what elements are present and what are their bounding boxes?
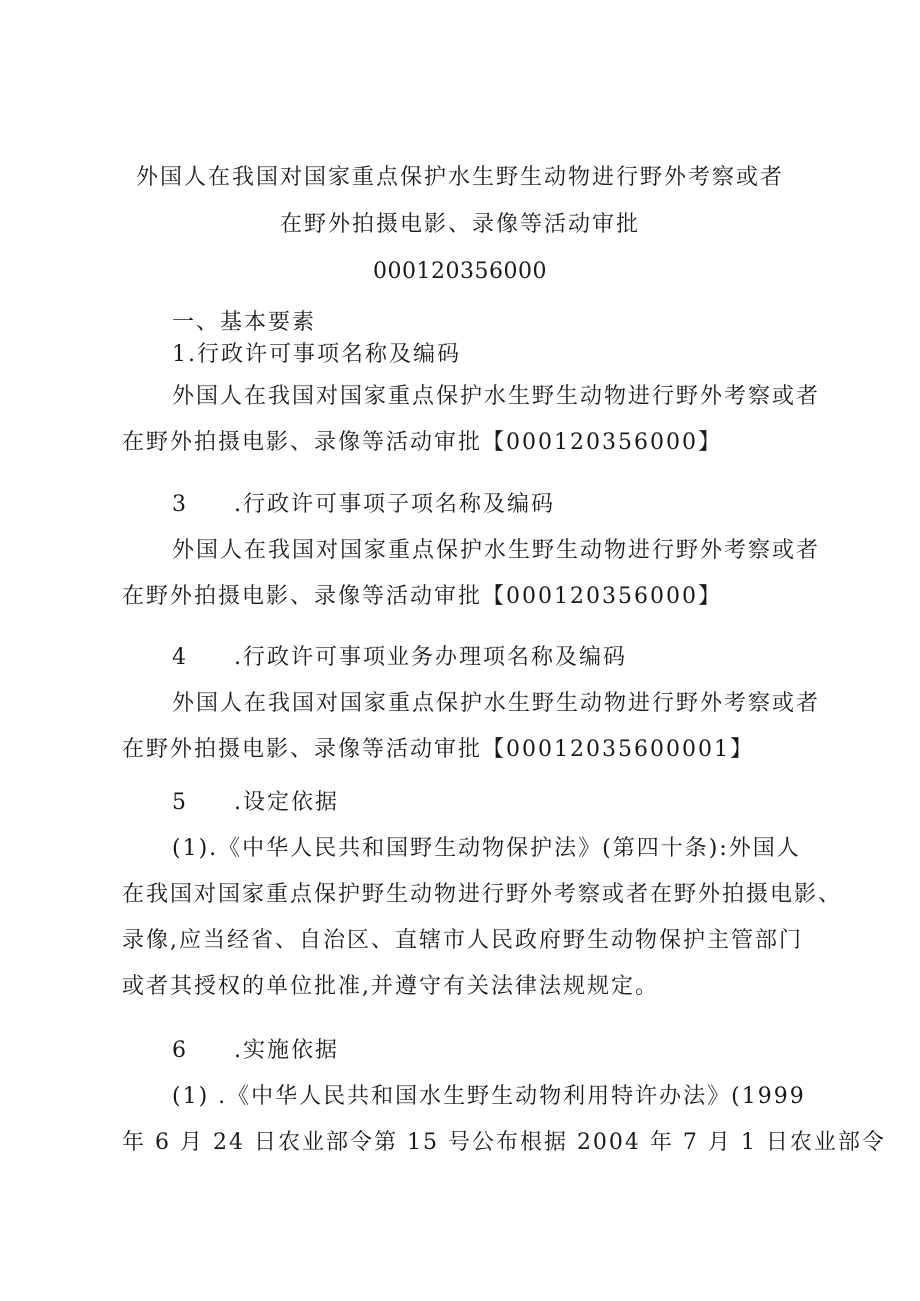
- item5-heading: [172, 788, 339, 818]
- item4-text-line-2: 在野外拍摄电影、录像等活动审批【00012035600001】: [122, 737, 754, 762]
- title-line-2: 在野外拍摄电影、录像等活动审批: [279, 212, 640, 237]
- title-line-1: 外国人在我国对国家重点保护水生野生动物进行野外考察或者: [135, 165, 784, 190]
- item6-paragraph-line-1: (1) .《中华人民共和国水生野生动物利用特许办法》(1999: [172, 1084, 806, 1109]
- item4-heading: [172, 643, 627, 673]
- title-code: 000120356000: [373, 259, 547, 284]
- item3-heading: [172, 490, 555, 520]
- item6-paragraph-line-2: 年 6 月 24 日农业部令第 15 号公布根据 2004 年 7 月 1 日农业部令: [122, 1130, 886, 1155]
- item5-number: 5: [172, 790, 188, 815]
- item3-text-line-2: 在野外拍摄电影、录像等活动审批【000120356000】: [122, 584, 722, 609]
- item6-number: 6: [172, 1038, 188, 1063]
- item6-label: .实施依据: [234, 1038, 339, 1063]
- item3-number: 3: [172, 492, 188, 517]
- item6-heading: [172, 1036, 339, 1066]
- item4-text-line-1: 外国人在我国对国家重点保护水生野生动物进行野外考察或者: [172, 691, 821, 716]
- item5-paragraph-line-4: 或者其授权的单位批准,并遵守有关法律法规规定。: [122, 974, 659, 999]
- item3-label: .行政许可事项子项名称及编码: [234, 492, 555, 517]
- item5-label: .设定依据: [234, 790, 339, 815]
- item1-label: 1.行政许可事项名称及编码: [172, 342, 461, 367]
- item5-paragraph-line-1: (1).《中华人民共和国野生动物保护法》(第四十条):外国人: [172, 836, 801, 861]
- item5-paragraph-line-3: 录像,应当经省、自治区、直辖市人民政府野生动物保护主管部门: [122, 928, 803, 953]
- item4-number: 4: [172, 645, 188, 670]
- item1-text-line-2: 在野外拍摄电影、录像等活动审批【000120356000】: [122, 430, 722, 455]
- item1-text-line-1: 外国人在我国对国家重点保护水生野生动物进行野外考察或者: [172, 384, 821, 409]
- item3-text-line-1: 外国人在我国对国家重点保护水生野生动物进行野外考察或者: [172, 538, 821, 563]
- section-heading: 一、基本要素: [172, 310, 317, 335]
- item4-label: .行政许可事项业务办理项名称及编码: [234, 645, 627, 670]
- item5-paragraph-line-2: 在我国对国家重点保护野生动物进行野外考察或者在野外拍摄电影、: [122, 882, 843, 907]
